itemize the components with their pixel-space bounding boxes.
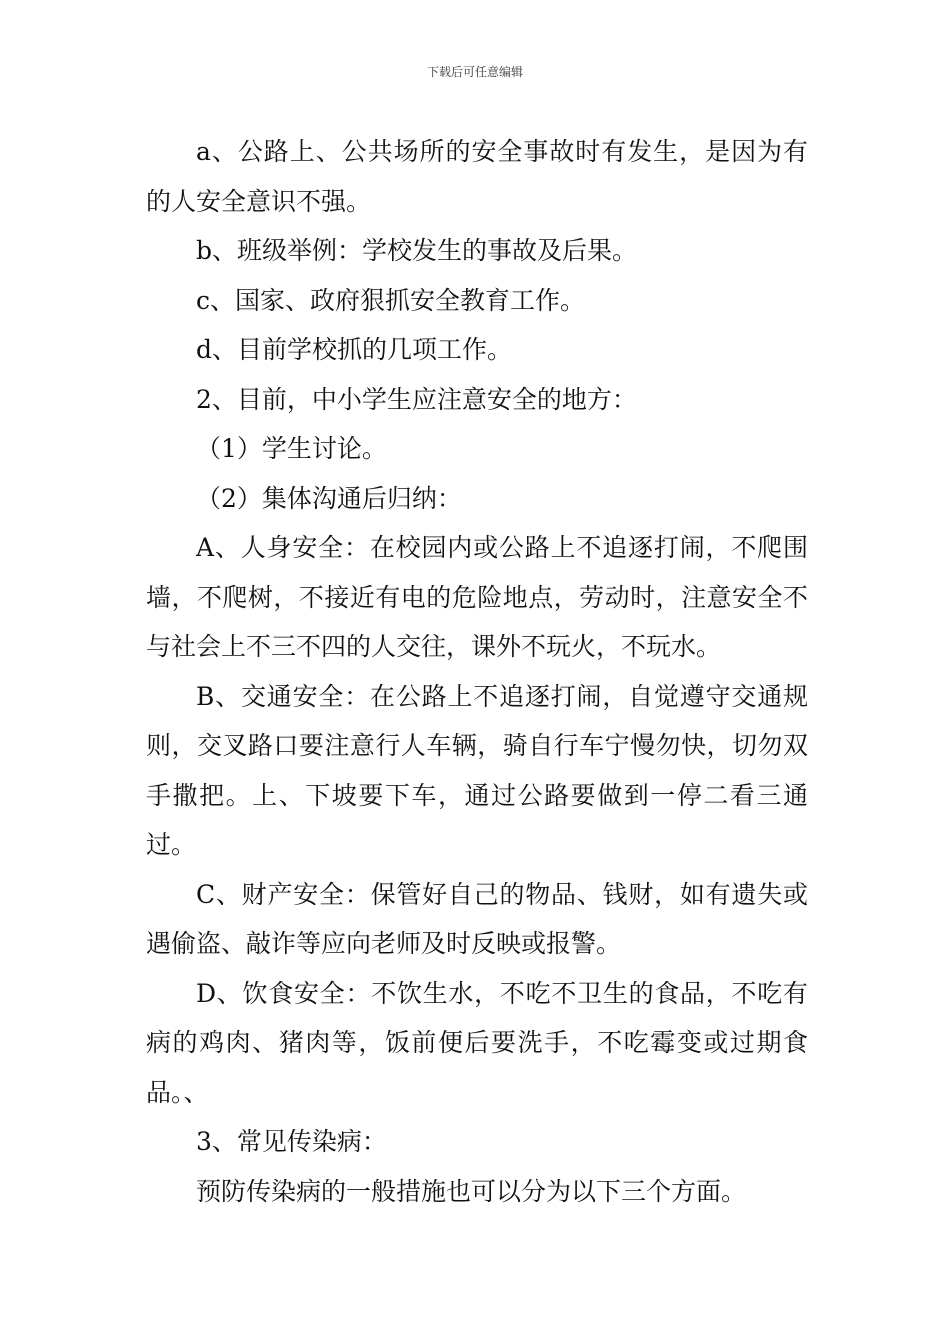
paragraph-a: a、公路上、公共场所的安全事故时有发生，是因为有的人安全意识不强。 [146,137,808,216]
section-3-heading: 3、常见传染病： [196,1127,387,1156]
page-header: 下载后可任意编辑 [426,65,523,79]
paragraph-b: b、班级举例：学校发生的事故及后果。 [196,236,638,265]
paragraph-d: d、目前学校抓的几项工作。 [196,335,513,364]
subitem-2: （2）集体沟通后归纳： [196,483,462,513]
paragraph-traffic-safety: B、交通安全：在公路上不追逐打闹，自觉遵守交通规则，交叉路口要注意行人车辆，骑自行车宁慢勿快，切勿双手撒把。上、下坡要下车，通过公路要做到一停二看三通过。 [146,681,808,859]
document-body [146,127,808,1216]
paragraph-prevention: 预防传染病的一般措施也可以分为以下三个方面。 [196,1176,747,1206]
section-2-heading: 2、目前，中小学生应注意安全的地方： [196,384,637,414]
subitem-1: （1）学生讨论。 [196,434,387,463]
paragraph-property-safety: C、财产安全：保管好自己的物品、钱财，如有遗失或遇偷盗、敲诈等应向老师及时反映或报警。 [146,879,808,958]
paragraph-personal-safety: A、人身安全：在校园内或公路上不追逐打闹，不爬围墙，不爬树，不接近有电的危险地点，劳动时，注意安全不与社会上不三不四的人交往，课外不玩火，不玩水。 [146,533,808,661]
paragraph-c: c、国家、政府狠抓安全教育工作。 [196,285,586,315]
paragraph-food-safety: D、饮食安全：不饮生水，不吃不卫生的食品，不吃有病的鸡肉、猪肉等，饭前便后要洗手，不吃霉变或过期食品。、 [146,978,808,1107]
